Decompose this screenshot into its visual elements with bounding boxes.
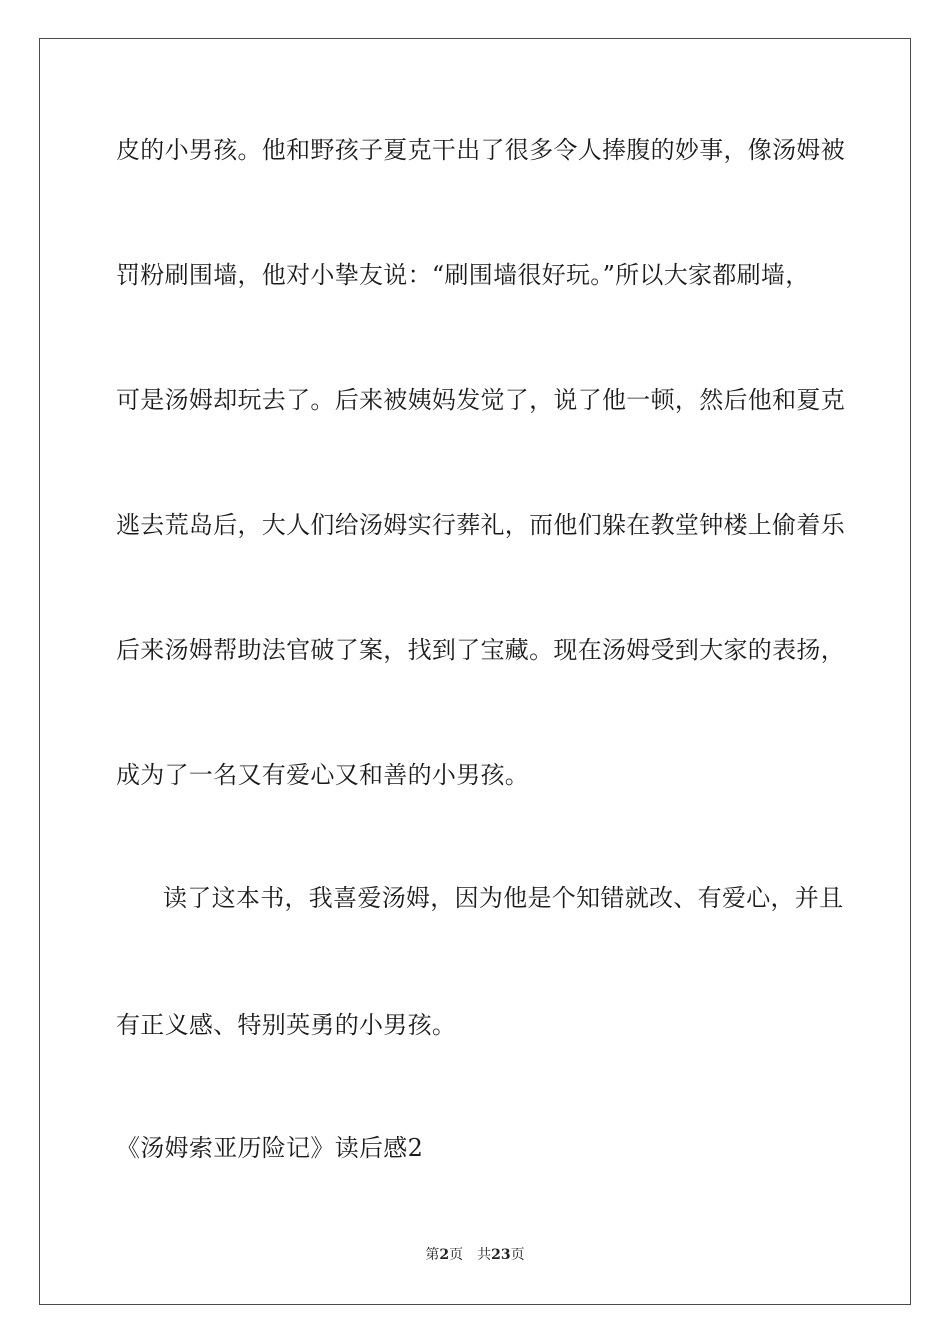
body-text-line: 可是汤姆却玩去了。后来被姨妈发觉了，说了他一顿，然后他和夏克 <box>116 386 845 414</box>
body-text-line: 皮的小男孩。他和野孩子夏克干出了很多令人捧腹的妙事，像汤姆被 <box>116 136 845 164</box>
footer-total-prefix: 共 <box>477 1247 492 1263</box>
body-text-line: 罚粉刷围墙，他对小挚友说：“刷围墙很好玩。”所以大家都刷墙， <box>116 261 810 289</box>
total-pages-number: 23 <box>491 1247 511 1263</box>
current-page-number: 2 <box>439 1247 450 1263</box>
body-text-line: 有正义感、特别英勇的小男孩。 <box>116 1011 457 1039</box>
body-text-line: 成为了一名又有爱心又和善的小男孩。 <box>116 761 530 789</box>
footer-page-suffix: 页 <box>449 1247 464 1263</box>
footer-total-suffix: 页 <box>510 1247 525 1263</box>
body-text-line: 逃去荒岛后，大人们给汤姆实行葬礼，而他们躲在教堂钟楼上偷着乐 <box>116 511 845 539</box>
footer-page-prefix: 第 <box>425 1247 440 1263</box>
page-border <box>39 38 911 1305</box>
section-heading: 《汤姆索亚历险记》读后感2 <box>116 1134 424 1162</box>
page-footer <box>0 1246 950 1264</box>
paragraph-first-line: 读了这本书，我喜爱汤姆，因为他是个知错就改、有爱心，并且 <box>163 884 844 912</box>
body-text-line: 后来汤姆帮助法官破了案，找到了宝藏。现在汤姆受到大家的表扬， <box>116 636 845 664</box>
